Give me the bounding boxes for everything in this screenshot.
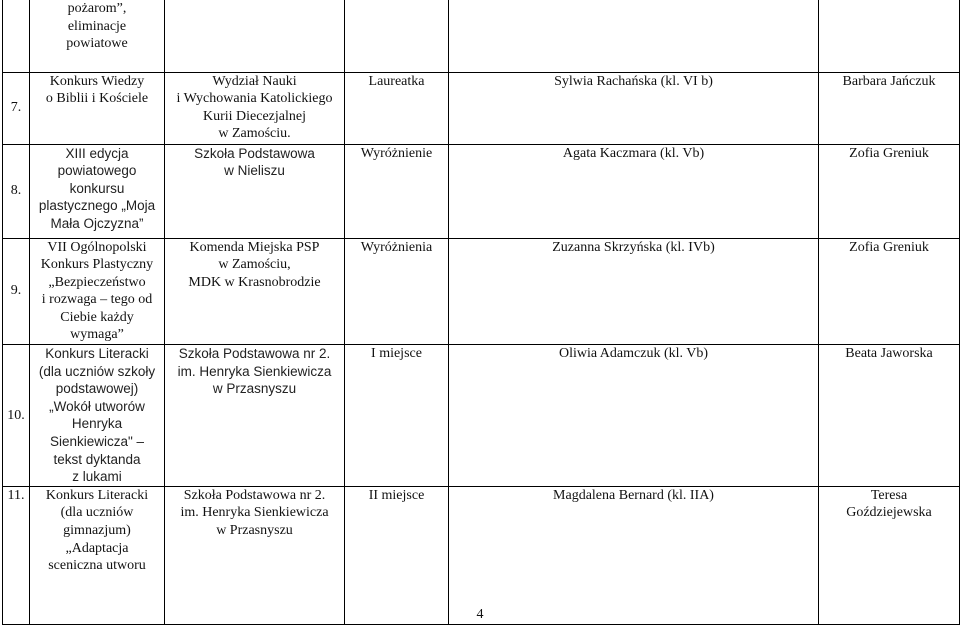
no-text: 10. (7, 407, 25, 423)
table-row (3, 72, 960, 144)
teacher-line: Zofia Greniuk (849, 239, 929, 255)
competition-line: pożarom”, (67, 1, 127, 16)
competition-cell (30, 0, 165, 72)
student-cell (449, 238, 819, 345)
result-cell (345, 238, 449, 345)
no-text: 7. (10, 100, 22, 116)
student-text: Zuzanna Skrzyńska (kl. IVb) (552, 239, 715, 255)
competition-line: eliminacje (67, 18, 127, 34)
teacher-cell (819, 238, 960, 345)
no-text: 8. (10, 183, 22, 199)
result-text: Laureatka (368, 73, 425, 89)
teacher-cell (819, 144, 960, 238)
organizer-line: w Zamościu. (218, 126, 291, 142)
competition-cell (30, 144, 165, 238)
competition-line: (dla uczniów (60, 505, 134, 521)
competition-line: Konkurs Plastyczny (40, 257, 154, 273)
teacher-line: Teresa (870, 487, 908, 503)
number-cell (3, 238, 30, 345)
competition-line: o Biblii i Kościele (45, 91, 149, 107)
organizer-line: i Wychowania Katolickiego (176, 91, 333, 107)
result-text: Wyróżnienie (360, 145, 433, 161)
student-cell (449, 72, 819, 144)
student-cell (449, 345, 819, 487)
competition-line: sceniczna utworu (48, 558, 146, 574)
teacher-line: Beata Jaworska (845, 346, 933, 362)
table-row (3, 238, 960, 345)
competition-line: (dla uczniów szkoły (38, 363, 156, 379)
table-row-continued (3, 0, 960, 72)
student-text: Magdalena Bernard (kl. IIA) (553, 487, 714, 503)
competition-line: plastycznego „Moja (38, 198, 156, 214)
organizer-line: Komenda Miejska PSP (189, 239, 320, 255)
organizer-line: w Przasnyszu (216, 523, 293, 538)
competition-cell (30, 486, 165, 624)
organizer-line: im. Henryka Sienkiewicza (180, 505, 329, 521)
organizer-line: w Przasnyszu (212, 381, 297, 397)
number-cell (3, 144, 30, 238)
number-cell (3, 345, 30, 487)
organizer-line: Kurii Diecezjalnej (202, 108, 306, 124)
no-text: 11. (7, 487, 25, 503)
result-cell (345, 144, 449, 238)
result-text: I miejsce (371, 346, 422, 362)
competition-line: „Wokół utworów (49, 398, 145, 414)
student-text: Sylwia Rachańska (kl. VI b) (554, 73, 713, 89)
organizer-cell (165, 144, 345, 238)
competition-cell (30, 345, 165, 487)
teacher-line: Barbara Jańczuk (842, 73, 936, 89)
competition-line: Henryka (71, 416, 123, 432)
number-cell (3, 0, 30, 72)
competition-line: i rozwaga – tego od (41, 292, 153, 308)
competition-line: Konkurs Literacki (45, 487, 149, 503)
teacher-cell (819, 486, 960, 624)
organizer-line: Szkoła Podstawowa (194, 145, 315, 161)
organizer-line: Wydział Nauki (212, 73, 297, 89)
teacher-cell (819, 0, 960, 72)
competition-line: podstawowej) (55, 381, 139, 397)
competition-line: Konkurs Literacki (45, 346, 149, 362)
number-cell (3, 486, 30, 624)
organizer-cell (165, 486, 345, 624)
competition-line: wymaga” (70, 327, 124, 343)
organizer-cell (165, 0, 345, 72)
organizer-line: im. Henryka Sienkiewicza (177, 363, 332, 379)
no-text: 9. (10, 283, 22, 299)
competition-line: VII Ogólnopolski (47, 239, 147, 255)
number-cell (3, 72, 30, 144)
student-cell (449, 486, 819, 624)
organizer-line: MDK w Krasnobrodzie (188, 274, 321, 290)
result-cell (345, 486, 449, 624)
table-row (3, 144, 960, 238)
result-text: II miejsce (368, 487, 425, 503)
competition-line: powiatowe (66, 36, 128, 52)
organizer-cell (165, 238, 345, 345)
organizer-cell (165, 345, 345, 487)
competition-line: powiatowego (57, 163, 137, 179)
competition-cell (30, 72, 165, 144)
result-cell (345, 72, 449, 144)
teacher-cell (819, 345, 960, 487)
competition-cell (30, 238, 165, 345)
result-cell (345, 345, 449, 487)
result-cell (345, 0, 449, 72)
student-cell (449, 144, 819, 238)
page-number: 4 (476, 607, 484, 622)
student-cell (449, 0, 819, 72)
competition-line: Konkurs Wiedzy (49, 73, 145, 89)
competition-line: Ciebie każdy (60, 309, 134, 325)
table-row (3, 345, 960, 487)
organizer-line: Szkoła Podstawowa nr 2. (183, 487, 326, 503)
student-text: Agata Kaczmara (kl. Vb) (562, 145, 705, 161)
competition-line: tekst dyktanda (53, 451, 141, 467)
organizer-line: w Zamościu, (218, 257, 291, 273)
competition-line: XIII edycja (65, 145, 129, 161)
competition-line: „Adaptacja (65, 540, 129, 556)
teacher-line: Zofia Greniuk (849, 145, 929, 161)
organizer-cell (165, 72, 345, 144)
competition-line: z lukami (72, 469, 122, 485)
organizer-line: w Nieliszu (224, 163, 285, 179)
table-row (3, 486, 960, 624)
competition-line: Mała Ojczyzna” (50, 215, 144, 231)
teacher-line: Goździejewska (846, 505, 932, 521)
teacher-cell (819, 72, 960, 144)
competition-line: „Bezpieczeństwo (48, 274, 146, 290)
awards-table (2, 0, 960, 625)
student-text: Oliwia Adamczuk (kl. Vb) (558, 346, 709, 362)
competition-line: gimnazjum) (63, 523, 131, 538)
result-text: Wyróżnienia (360, 239, 433, 255)
competition-line: konkursu (69, 180, 125, 196)
competition-line: Sienkiewicza" – (49, 434, 145, 450)
organizer-line: Szkoła Podstawowa nr 2. (178, 346, 331, 362)
